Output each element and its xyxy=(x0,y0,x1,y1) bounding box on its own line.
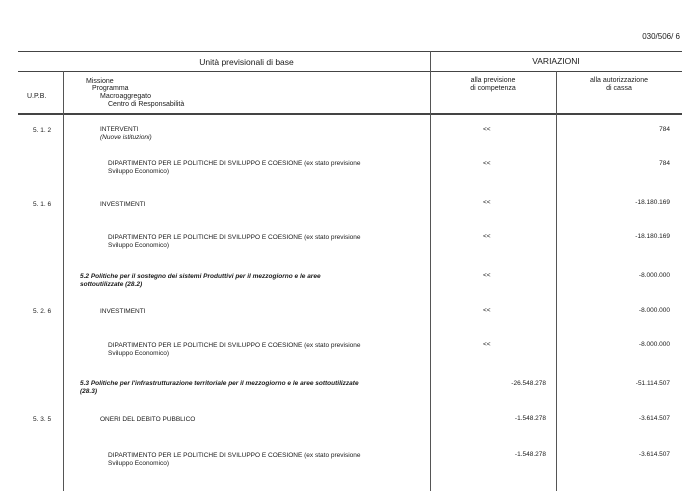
cassa-heading-line1: alla autorizzazione xyxy=(590,77,648,84)
row-upb-code: 5. 3. 5 xyxy=(33,416,52,423)
row-description: 5.2 Politiche per il sostegno dei sistemi Produttivi per il mezzogiorno e le aree xyxy=(80,273,321,280)
variazioni-column-divider xyxy=(430,51,431,491)
row-description-sub: Sviluppo Economico) xyxy=(108,350,170,357)
row-upb-code: 5. 1. 6 xyxy=(33,201,52,208)
row-cassa-value: -3.614.507 xyxy=(638,451,670,458)
programma-heading: Programma xyxy=(92,85,129,92)
competenza-heading-line1: alla previsione xyxy=(470,77,516,84)
row-description: ONERI DEL DEBITO PUBBLICO xyxy=(100,416,196,423)
row-description: DIPARTIMENTO PER LE POLITICHE DI SVILUPPO E COESIONE (ex stato previsione xyxy=(108,342,361,349)
row-cassa-value: -3.614.507 xyxy=(638,415,670,422)
row-competenza-value: << xyxy=(483,307,491,314)
row-description-sub: Sviluppo Economico) xyxy=(108,460,170,467)
table-top-border xyxy=(18,51,682,52)
row-description: DIPARTIMENTO PER LE POLITICHE DI SVILUPPO E COESIONE (ex stato previsione xyxy=(108,234,361,241)
row-description-sub: sottoutilizzate (28.2) xyxy=(80,281,143,288)
variazioni-heading: VARIAZIONI xyxy=(532,56,580,66)
row-competenza-value: << xyxy=(483,199,491,206)
row-competenza-value: -1.548.278 xyxy=(514,415,546,422)
upb-column-divider xyxy=(63,71,64,491)
row-description: DIPARTIMENTO PER LE POLITICHE DI SVILUPPO E COESIONE (ex stato previsione xyxy=(108,160,361,167)
cassa-heading-line2: di cassa xyxy=(606,85,632,92)
header-upper-divider xyxy=(18,71,682,72)
row-description: DIPARTIMENTO PER LE POLITICHE DI SVILUPPO E COESIONE (ex stato previsione xyxy=(108,452,361,459)
row-description-sub: (Nuove istituzioni) xyxy=(100,134,152,141)
unita-previsionali-heading: Unità previsionali di base xyxy=(199,57,294,67)
row-description-sub: Sviluppo Economico) xyxy=(108,242,170,249)
row-cassa-value: 784 xyxy=(659,126,670,133)
row-cassa-value: -8.000.000 xyxy=(638,341,670,348)
row-competenza-value: -1.548.278 xyxy=(514,451,546,458)
row-cassa-value: -51.114.507 xyxy=(635,380,670,387)
cassa-column-divider xyxy=(556,71,557,491)
row-upb-code: 5. 2. 6 xyxy=(33,308,52,315)
row-competenza-value: << xyxy=(483,341,491,348)
document-reference-code: 030/506/ 6 xyxy=(642,32,680,41)
row-description: INVESTIMENTI xyxy=(100,201,146,208)
row-cassa-value: 784 xyxy=(659,160,670,167)
row-competenza-value: << xyxy=(483,126,491,133)
row-competenza-value: << xyxy=(483,233,491,240)
upb-heading: U.P.B. xyxy=(27,93,47,100)
row-description-sub: Sviluppo Economico) xyxy=(108,168,170,175)
header-bottom-border xyxy=(18,113,682,115)
row-description: 5.3 Politiche per l'infrastrutturazione territoriale per il mezzogiorno e le aree sottoutilizzate xyxy=(80,380,359,387)
centro-heading: Centro di Responsabilità xyxy=(108,101,185,108)
missione-heading: Missione xyxy=(86,78,114,85)
row-description: INTERVENTI xyxy=(100,126,139,133)
row-competenza-value: << xyxy=(483,272,491,279)
row-cassa-value: -8.000.000 xyxy=(638,307,670,314)
row-competenza-value: << xyxy=(483,160,491,167)
competenza-heading-line2: di competenza xyxy=(470,85,516,92)
macroaggregato-heading: Macroaggregato xyxy=(100,93,151,100)
row-cassa-value: -18.180.169 xyxy=(635,199,670,206)
row-cassa-value: -18.180.169 xyxy=(635,233,670,240)
row-description-sub: (28.3) xyxy=(80,388,97,395)
row-upb-code: 5. 1. 2 xyxy=(33,127,52,134)
row-cassa-value: -8.000.000 xyxy=(638,272,670,279)
row-competenza-value: -26.548.278 xyxy=(511,380,546,387)
row-description: INVESTIMENTI xyxy=(100,308,146,315)
